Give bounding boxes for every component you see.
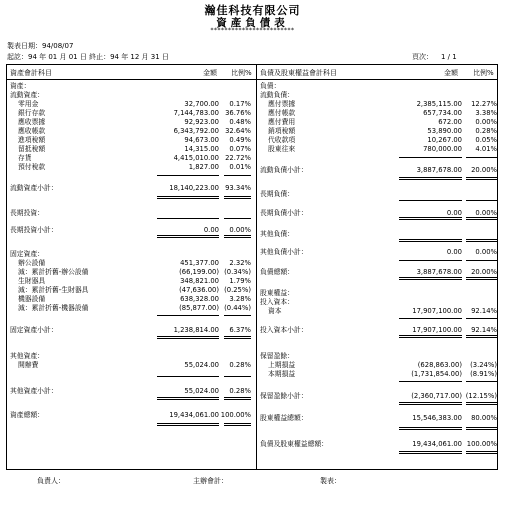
asset-ratio: 0.48% [229,118,251,126]
asset-amount: 14,315.00 [184,145,219,153]
liability-account-name: 長期負債小計： [260,209,308,217]
subtotal-rule [224,218,251,219]
total-double-rule [399,451,462,454]
subtotal-rule [466,260,497,261]
total-double-rule [466,335,497,338]
liability-row [260,190,497,199]
print-date [7,41,73,51]
print-date-label: 製表日期： [7,42,42,50]
total-double-rule [466,217,497,220]
asset-amount: (66,199.00) [179,268,219,276]
asset-amount: 19,434,061.00 [169,411,219,419]
liability-ratio: 0.28% [475,127,497,135]
liability-amount: 10,267.00 [427,136,462,144]
asset-row [10,304,251,313]
right-ratio-header: 比例% [473,69,494,77]
total-double-rule [399,427,462,430]
total-double-rule [224,336,251,339]
liability-amount: 657,734.00 [423,109,462,117]
left-amount-header: 金額 [203,69,217,77]
page-label: 頁次： [412,53,433,61]
title-decoration: ************************ [210,27,295,34]
liability-ratio: 4.01% [475,145,497,153]
liability-account-name: 應付帳款 [268,109,296,117]
liability-amount: 0.00 [446,209,462,217]
liability-account-name: 股東權益： [260,289,294,297]
liability-ratio: (8.91%) [470,370,497,378]
total-double-rule [466,239,497,242]
asset-row [10,250,251,259]
liability-row [260,136,497,145]
liability-ratio: (3.24%) [470,361,497,369]
liability-row [260,91,497,100]
asset-account-name: 流動資產： [10,91,44,99]
liability-ratio: 20.00% [471,166,497,174]
total-double-rule [157,397,219,400]
asset-row [10,295,251,304]
liability-row [260,352,497,361]
total-double-rule [224,196,251,199]
asset-amount: 638,328.00 [180,295,219,303]
accountant-signature: 主辦會計： [193,477,228,485]
asset-ratio: (0.44%) [224,304,251,312]
asset-row [10,145,251,154]
page-value: 1 / 1 [441,53,457,61]
asset-ratio: 0.07% [229,145,251,153]
liability-ratio: 80.00% [471,414,497,422]
asset-account-name: 長期投資： [10,209,44,217]
liability-row [260,145,497,154]
asset-row [10,109,251,118]
total-double-rule [399,277,462,280]
asset-account-name: 減：累計折舊-機器設備 [18,304,89,312]
asset-row [10,100,251,109]
asset-amount: 92,923.00 [184,118,219,126]
asset-account-name: 資產總額： [10,411,44,419]
subtotal-rule [399,157,462,158]
liability-account-name: 上期損益 [268,361,296,369]
liability-row [260,248,497,257]
report-title: 資產負債表 [216,17,289,29]
liability-row [260,298,497,307]
liability-ratio: 100.00% [466,440,497,448]
liability-account-name: 負債總額： [260,268,294,276]
subtotal-rule [224,175,251,176]
asset-row [10,154,251,163]
subtotal-rule [466,157,497,158]
asset-ratio: 0.17% [229,100,251,108]
asset-row [10,286,251,295]
liability-account-name: 其他負債小計： [260,248,308,256]
header-divider [7,79,497,80]
liability-row [260,109,497,118]
liability-amount: 3,887,678.00 [416,268,462,276]
total-double-rule [399,177,462,180]
asset-row [10,352,251,361]
report-period: 起訖：94 年 01 月 01 日 終止：94 年 12 月 31 日 [7,53,169,61]
subtotal-rule [224,376,251,377]
liability-row [260,82,497,91]
asset-row [10,127,251,136]
liability-amount: 53,890.00 [427,127,462,135]
liability-account-name: 其他負債： [260,230,294,238]
liability-ratio: 0.00% [475,209,497,217]
asset-account-name: 長期投資小計： [10,226,58,234]
asset-row [10,277,251,286]
asset-account-name: 減：累計折舊-辦公設備 [18,268,89,276]
left-ratio-header: 比例% [231,69,252,77]
asset-amount: (85,877.00) [179,304,219,312]
total-double-rule [224,397,251,400]
subtotal-rule [157,218,219,219]
asset-account-name: 預付稅款 [18,163,46,171]
asset-row [10,82,251,91]
company-name: 瀚佳科技有限公司 [204,4,301,17]
asset-account-name: 存貨 [18,154,32,162]
asset-account-name: 流動資產小計： [10,184,58,192]
asset-amount: 32,700.00 [184,100,219,108]
report-table [6,64,498,470]
liability-ratio: 92.14% [471,307,497,315]
print-date-value: 94/08/07 [42,42,74,50]
liability-account-name: 應付費用 [268,118,296,126]
preparer-signature: 製表： [320,477,341,485]
asset-account-name: 留抵稅額 [18,145,46,153]
total-double-rule [399,239,462,242]
asset-ratio: (0.25%) [224,286,251,294]
liability-row [260,268,497,277]
total-double-rule [157,196,219,199]
liability-row [260,326,497,335]
asset-amount: 348,821.00 [180,277,219,285]
liability-ratio: 0.00% [475,118,497,126]
asset-account-name: 應收帳款 [18,127,46,135]
total-double-rule [399,335,462,338]
liability-row [260,370,497,379]
liability-row [260,230,497,239]
total-double-rule [466,451,497,454]
asset-account-name: 固定資產： [10,250,44,258]
total-double-rule [399,402,462,405]
asset-account-name: 零用金 [18,100,39,108]
page-indicator [412,52,457,62]
liability-row [260,100,497,109]
asset-ratio: 0.28% [229,387,251,395]
liability-account-name: 保留盈餘： [260,352,294,360]
liability-account-name: 長期負債： [260,190,294,198]
liability-account-name: 投入資本小計： [260,326,308,334]
liability-account-name: 負債及股東權益總額： [260,440,328,448]
asset-amount: (47,636.00) [179,286,219,294]
liability-amount: 672.00 [438,118,462,126]
liability-account-name: 投入資本： [260,298,294,306]
liability-amount: 17,907,100.00 [412,326,462,334]
subtotal-rule [157,175,219,176]
liability-row [260,307,497,316]
liability-amount: 19,434,061.00 [412,440,462,448]
subtotal-rule [466,381,497,382]
asset-amount: 1,238,814.00 [173,326,219,334]
asset-row [10,184,251,193]
asset-ratio: 6.37% [229,326,251,334]
total-double-rule [466,402,497,405]
liability-row [260,127,497,136]
subtotal-rule [399,260,462,261]
subtotal-rule [466,318,497,319]
liability-row [260,440,497,449]
asset-ratio: 93.34% [225,184,251,192]
asset-row [10,361,251,370]
total-double-rule [224,235,251,238]
subtotal-rule [399,318,462,319]
asset-account-name: 銀行存款 [18,109,46,117]
asset-ratio: (0.34%) [224,268,251,276]
liability-account-name: 資本 [268,307,282,315]
asset-ratio: 1.79% [229,277,251,285]
liability-ratio: 0.00% [475,248,497,256]
subtotal-rule [466,200,497,201]
asset-row [10,226,251,235]
asset-amount: 1,827.00 [188,163,219,171]
liability-row [260,414,497,423]
liability-amount: 2,385,115.00 [416,100,462,108]
asset-row [10,411,251,420]
asset-account-name: 減：累計折舊-生財器具 [18,286,89,294]
asset-ratio: 100.00% [220,411,251,419]
liability-account-name: 銷項稅額 [268,127,296,135]
asset-row [10,136,251,145]
liability-ratio: 12.27% [471,100,497,108]
total-double-rule [466,177,497,180]
column-divider [256,65,257,469]
right-account-header: 負債及股東權益會計科目 [260,69,337,77]
liability-ratio: 0.05% [475,136,497,144]
asset-ratio: 36.76% [225,109,251,117]
liability-amount: (1,731,854.00) [411,370,462,378]
liability-amount: 15,546,383.00 [412,414,462,422]
asset-row [10,326,251,335]
liability-account-name: 本期損益 [268,370,296,378]
asset-amount: 18,140,223.00 [169,184,219,192]
liability-amount: 780,000.00 [423,145,462,153]
asset-account-name: 其他資產： [10,352,44,360]
liability-amount: (628,863.00) [417,361,462,369]
liability-account-name: 代收款項 [268,136,296,144]
asset-ratio: 32.64% [225,127,251,135]
liability-ratio: 92.14% [471,326,497,334]
asset-row [10,118,251,127]
asset-account-name: 進項稅額 [18,136,46,144]
liability-amount: (2,360,717.00) [411,392,462,400]
total-double-rule [399,217,462,220]
liability-row [260,118,497,127]
asset-ratio: 0.00% [229,226,251,234]
right-amount-header: 金額 [444,69,458,77]
total-double-rule [157,235,219,238]
asset-row [10,163,251,172]
liability-account-name: 股東權益總額： [260,414,308,422]
total-double-rule [466,427,497,430]
asset-account-name: 辦公設備 [18,259,46,267]
liability-account-name: 股東往來 [268,145,296,153]
asset-ratio: 3.28% [229,295,251,303]
liability-row [260,392,497,401]
asset-row [10,259,251,268]
asset-amount: 55,024.00 [184,361,219,369]
liability-amount: 17,907,100.00 [412,307,462,315]
asset-ratio: 22.72% [225,154,251,162]
asset-ratio: 2.32% [229,259,251,267]
subtotal-rule [224,315,251,316]
asset-amount: 94,673.00 [184,136,219,144]
asset-row [10,268,251,277]
liability-account-name: 流動負債： [260,91,294,99]
liability-account-name: 保留盈餘小計： [260,392,308,400]
asset-account-name: 資產： [10,82,31,90]
liability-ratio: (12.15%) [465,392,497,400]
subtotal-rule [157,315,219,316]
asset-ratio: 0.28% [229,361,251,369]
subtotal-rule [399,200,462,201]
asset-row [10,209,251,218]
asset-account-name: 生財器具 [18,277,46,285]
asset-account-name: 應收票據 [18,118,46,126]
asset-amount: 55,024.00 [184,387,219,395]
asset-row [10,387,251,396]
asset-amount: 7,144,783.00 [173,109,219,117]
liability-row [260,361,497,370]
asset-amount: 6,343,792.00 [173,127,219,135]
liability-row [260,289,497,298]
owner-signature: 負責人： [37,477,65,485]
asset-ratio: 0.49% [229,136,251,144]
asset-amount: 0.00 [203,226,219,234]
liability-account-name: 流動負債小計： [260,166,308,174]
asset-amount: 4,415,010.00 [173,154,219,162]
liability-amount: 3,887,678.00 [416,166,462,174]
left-account-header: 資產會計科目 [10,69,52,77]
asset-account-name: 開辦費 [18,361,39,369]
subtotal-rule [399,381,462,382]
total-double-rule [466,277,497,280]
asset-account-name: 固定資產小計： [10,326,58,334]
liability-amount: 0.00 [446,248,462,256]
liability-row [260,166,497,175]
asset-account-name: 其他資產小計： [10,387,58,395]
total-double-rule [224,423,251,426]
asset-account-name: 機器設備 [18,295,46,303]
liability-ratio: 20.00% [471,268,497,276]
liability-account-name: 負債： [260,82,281,90]
total-double-rule [157,336,219,339]
total-double-rule [157,423,219,426]
asset-amount: 451,377.00 [180,259,219,267]
asset-ratio: 0.01% [229,163,251,171]
liability-ratio: 3.38% [475,109,497,117]
liability-account-name: 應付票據 [268,100,296,108]
asset-row [10,91,251,100]
subtotal-rule [157,376,219,377]
